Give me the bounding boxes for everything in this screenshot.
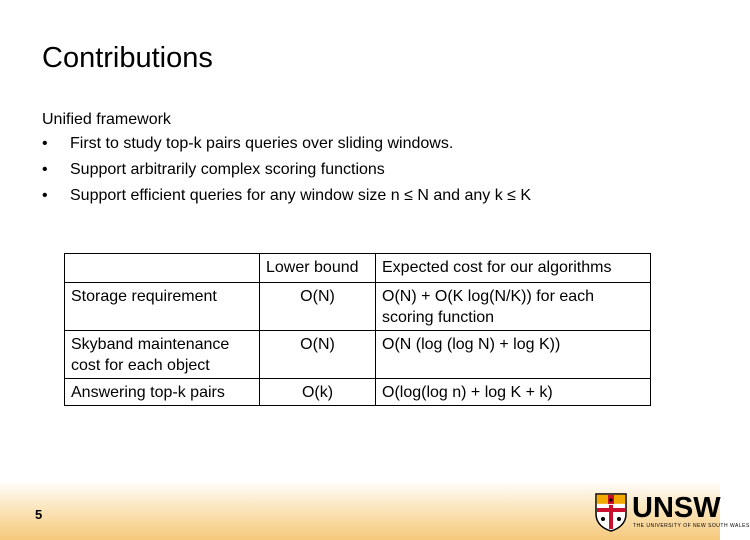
- intro-heading: Unified framework: [42, 111, 171, 128]
- row-label: Answering top-k pairs: [65, 379, 260, 406]
- complexity-table: [64, 253, 651, 406]
- row-lower-bound: O(k): [260, 379, 376, 406]
- unsw-logo: [594, 492, 750, 532]
- bullet-icon: •: [42, 161, 48, 178]
- row-label: Storage requirement: [65, 283, 260, 331]
- header-expected-cost: Expected cost for our algorithms: [376, 254, 651, 283]
- bullet-icon: •: [42, 135, 48, 152]
- bullet-text: Support efficient queries for any window size n ≤ N and any k ≤ K: [70, 187, 532, 204]
- row-lower-bound: O(N): [260, 283, 376, 331]
- row-expected-cost: O(N (log (log N) + log K)): [376, 331, 651, 379]
- header-empty-cell: [65, 254, 260, 283]
- intro-block: [42, 110, 531, 212]
- header-lower-bound: Lower bound: [260, 254, 376, 283]
- row-label: Skyband maintenance cost for each object: [65, 331, 260, 379]
- table-row: [65, 379, 651, 406]
- bullet-icon: •: [42, 187, 48, 204]
- bullet-text: Support arbitrarily complex scoring functions: [70, 161, 385, 178]
- list-item: [42, 134, 531, 160]
- row-lower-bound: O(N): [260, 331, 376, 379]
- list-item: [42, 186, 531, 212]
- crest-icon: [594, 492, 628, 532]
- row-expected-cost: O(N) + O(K log(N/K)) for each scoring function: [376, 283, 651, 331]
- slide-title: Contributions: [42, 42, 213, 74]
- bullet-text: First to study top-k pairs queries over sliding windows.: [70, 135, 454, 152]
- table-header-row: [65, 254, 651, 283]
- row-expected-cost: O(log(log n) + log K + k): [376, 379, 651, 406]
- logo-subtext: THE UNIVERSITY OF NEW SOUTH WALES: [633, 523, 750, 529]
- list-item: [42, 160, 531, 186]
- table-row: [65, 283, 651, 331]
- table-row: [65, 331, 651, 379]
- logo-wordmark: UNSW: [632, 492, 721, 524]
- page-number: 5: [35, 507, 43, 522]
- bullet-list: [42, 134, 531, 212]
